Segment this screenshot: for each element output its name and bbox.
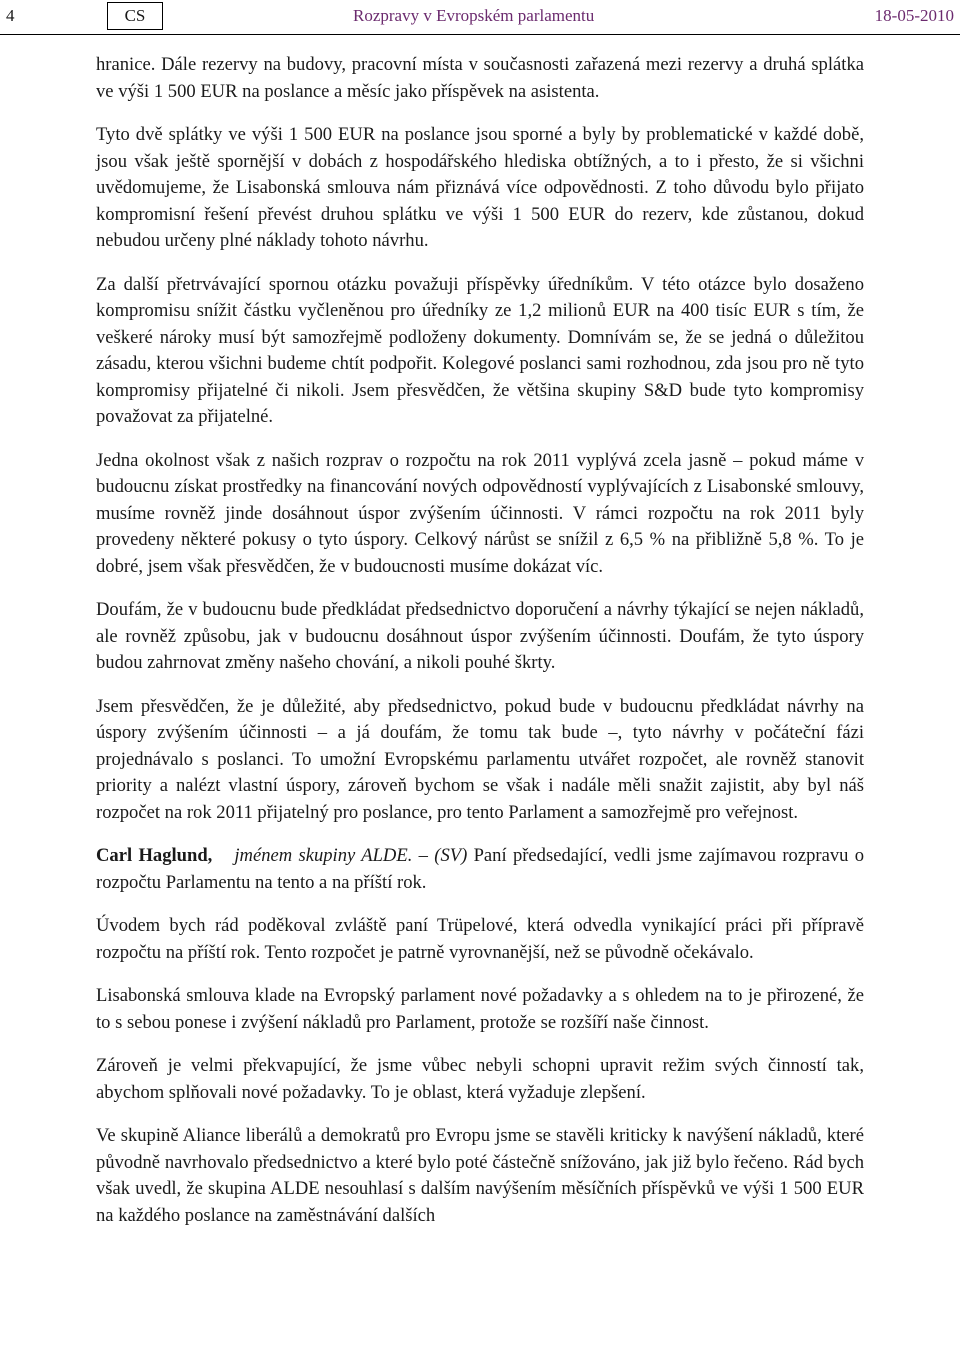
speaker-name: Carl Haglund, (96, 845, 213, 866)
paragraph: Úvodem bych rád poděkoval zvláště paní Trüpelové, která odvedla vynikající práci při přípravě rozpočtu na příští rok. Tento rozpočet je patrně vyrovnanější, než se původně očekávalo. (96, 915, 864, 963)
paragraph: Za další přetrvávající spornou otázku považuji příspěvky úředníkům. V této otázce bylo dosaženo kompromisu snížit částku vyčleněnou pro úředníky ze 1,2 milionů EUR na 400 tisíc EUR s tím, že veškeré nároky musí být samozřejmě podloženy dokumenty. Domnívám se, že se jedná o důležitou zásadu, kterou všichni budeme chtít podpořit. Kolegové poslanci sami rozhodnou, zda jsou pro ně tyto kompromisy přijatelné či nikoli. Jsem přesvědčen, že většina skupiny S&D bude tyto kompromisy považovat za přijatelné. (96, 273, 864, 427)
speaker-text: Paní předsedající, vedli jsme zajímavou rozpravu o rozpočtu Parlamentu na tento a na příští rok. (96, 845, 865, 893)
paragraph: Zároveň je velmi překvapující, že jsme vůbec nebyli schopni upravit režim svých činností tak, abychom splňovali nové požadavky. To je oblast, která vyžaduje zlepšení. (96, 1055, 864, 1103)
speaker-paragraph (96, 843, 864, 896)
document-date: 18-05-2010 (874, 6, 954, 25)
document-body (96, 52, 864, 1246)
page-number: 4 (6, 6, 15, 25)
paragraph: Tyto dvě splátky ve výši 1 500 EUR na poslance jsou sporné a byly by problematické v každé době, jsou však ještě spornější v dobách z hospodářského hlediska obtížných, a to i přesto, že si všichni uvědomujeme, že Lisabonská smlouva nám přiznává více odpovědnosti. Z toho důvodu bylo přijato kompromisní řešení převést druhou splátku ve výši 1 500 EUR do rezerv, kde zůstanou, dokud nebudou určeny plné náklady tohoto návrhu. (96, 124, 864, 251)
speaker-role: jménem skupiny ALDE. (234, 845, 413, 866)
document-title: Rozpravy v Evropském parlamentu (353, 6, 595, 25)
page-header (0, 0, 960, 35)
language-code-box: CS (107, 2, 163, 30)
paragraph: Jedna okolnost však z našich rozprav o rozpočtu na rok 2011 vyplývá zcela jasně – pokud máme v budoucnu získat prostředky na financování nových odpovědností vyplývajících z Lisabonské smlouvy, musíme rovněž jinde dosáhnout úspor zvýšením účinnosti. V rámci rozpočtu na rok 2011 byly provedeny některé pokusy o tyto úspory. Celkový nárůst se snížil z 6,5 % na přibližně 5,8 %. To je dobré, jsem však přesvědčen, že v budoucnosti musíme dokázat víc. (96, 449, 864, 577)
paragraph: Lisabonská smlouva klade na Evropský parlament nové požadavky a s ohledem na to je přirozené, že to s sebou ponese i zvýšení nákladů pro Parlament, protože se rozšíří naše činnost. (96, 985, 864, 1033)
paragraph: Ve skupině Aliance liberálů a demokratů pro Evropu jsme se stavěli kriticky k navýšení nákladů, které původně navrhovalo předsednictvo a které bylo poté částečně snížováno, jak již bylo řečeno. Rád bych však uvedl, že skupina ALDE nesouhlasí s dalším navýšením měsíčních příspěvků ve výši 1 500 EUR na každého poslance na zaměstnávání dalších (96, 1125, 864, 1226)
paragraph: hranice. Dále rezervy na budovy, pracovní místa v současnosti zařazená mezi rezervy a druhá splátka ve výši 1 500 EUR na poslance a měsíc jako příspěvek na asistenta. (96, 54, 864, 102)
speaker-language: – (SV) (418, 845, 468, 866)
paragraph: Jsem přesvědčen, že je důležité, aby předsednictvo, pokud bude v budoucnu předkládat návrhy na úspory zvýšením účinnosti – a já doufám, že tomu tak bude –, tyto návrhy v počáteční fázi projednávalo s poslanci. To umožní Evropskému parlamentu utvářet rozpočet, ale rovněž stanovit priority a nalézt vlastní úspory, zároveň bychom se však i nadále měli snažit zajistit, aby byl náš rozpočet na rok 2011 přijatelný pro poslance, pro tento Parlament a samozřejmě pro veřejnost. (96, 695, 864, 823)
paragraph: Doufám, že v budoucnu bude předkládat předsednictvo doporučení a návrhy týkající se nejen nákladů, ale rovněž způsobu, jak v budoucnu dosáhnout úspor zvýšením účinnosti. Doufám, že tyto úspory budou zahrnovat změny našeho chování, a nikoli pouhé škrty. (96, 599, 864, 673)
